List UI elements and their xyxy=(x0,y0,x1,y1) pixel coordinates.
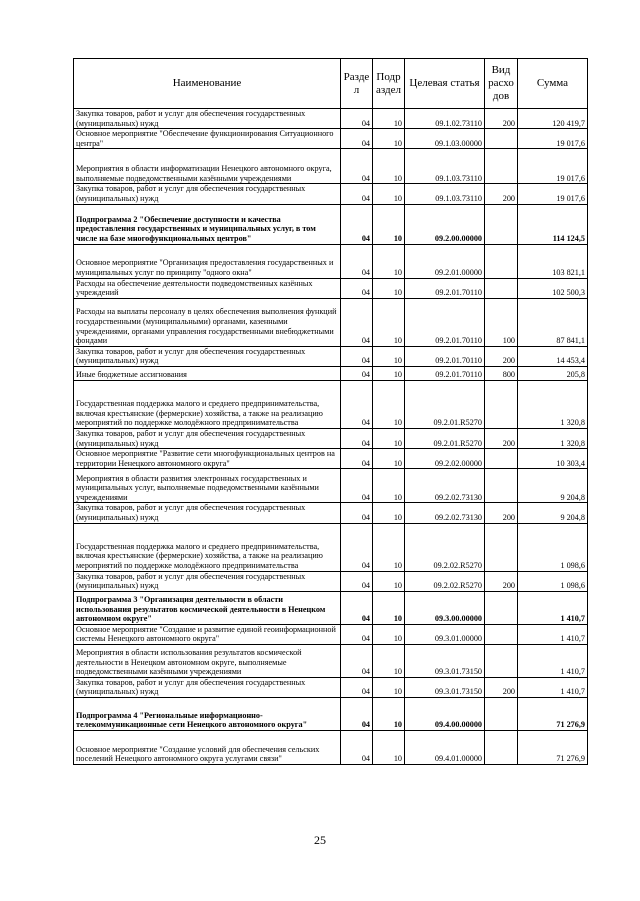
table-row xyxy=(74,677,588,697)
row-podrazdel: 10 xyxy=(373,109,405,129)
row-razdel: 04 xyxy=(341,428,373,448)
row-vid: 200 xyxy=(485,571,518,591)
row-sum: 19 017,6 xyxy=(518,184,588,204)
row-article: 09.2.01.70110 xyxy=(405,278,485,298)
row-name: Подпрограмма 3 "Организация деятельности в области использования результатов космической деятельности в Ненецком автономном округе" xyxy=(74,591,341,624)
row-name: Мероприятия в области информатизации Ненецкого автономного округа, выполняемые подведомственными казёнными учреждениями xyxy=(74,149,341,184)
row-razdel: 04 xyxy=(341,624,373,644)
row-sum: 19 017,6 xyxy=(518,149,588,184)
row-sum: 1 320,8 xyxy=(518,428,588,448)
row-sum: 1 410,7 xyxy=(518,644,588,677)
row-article: 09.2.01.70110 xyxy=(405,298,485,346)
table-row xyxy=(74,591,588,624)
row-sum: 87 841,1 xyxy=(518,298,588,346)
row-podrazdel: 10 xyxy=(373,698,405,731)
row-razdel: 04 xyxy=(341,278,373,298)
row-podrazdel: 10 xyxy=(373,469,405,503)
row-name: Расходы на выплаты персоналу в целях обеспечения выполнения функций государственными (муниципальными) органами, казенными учреждениями, органами управления государственными внебюджетными фондами xyxy=(74,298,341,346)
row-name: Государственная поддержка малого и среднего предпринимательства, включая крестьянские (фермерские) хозяйства, а также на реализацию мероприятий по поддержке молодёжного предпринимательства xyxy=(74,523,341,571)
row-razdel: 04 xyxy=(341,523,373,571)
table-row xyxy=(74,469,588,503)
row-name: Основное мероприятие "Развитие сети многофункциональных центров на территории Ненецкого автономного округа" xyxy=(74,449,341,469)
row-name: Расходы на обеспечение деятельности подведомственных казённых учреждений xyxy=(74,278,341,298)
row-article: 09.3.00.00000 xyxy=(405,591,485,624)
row-podrazdel: 10 xyxy=(373,129,405,149)
row-podrazdel: 10 xyxy=(373,298,405,346)
row-article: 09.2.02.73130 xyxy=(405,469,485,503)
row-name: Закупка товаров, работ и услуг для обеспечения государственных (муниципальных) нужд xyxy=(74,503,341,523)
row-article: 09.4.00.00000 xyxy=(405,698,485,731)
row-podrazdel: 10 xyxy=(373,624,405,644)
page-number: 25 xyxy=(314,833,326,847)
row-vid: 200 xyxy=(485,677,518,697)
row-name: Иные бюджетные ассигнования xyxy=(74,366,341,380)
row-article: 09.2.01.00000 xyxy=(405,244,485,278)
row-vid xyxy=(485,469,518,503)
row-article: 09.2.01.R5270 xyxy=(405,428,485,448)
budget-table xyxy=(73,58,588,765)
row-podrazdel: 10 xyxy=(373,149,405,184)
table-row xyxy=(74,298,588,346)
row-vid xyxy=(485,698,518,731)
row-sum: 120 419,7 xyxy=(518,109,588,129)
row-sum: 102 500,3 xyxy=(518,278,588,298)
row-vid: 200 xyxy=(485,184,518,204)
row-article: 09.1.03.73110 xyxy=(405,149,485,184)
row-podrazdel: 10 xyxy=(373,503,405,523)
table-row xyxy=(74,184,588,204)
row-podrazdel: 10 xyxy=(373,591,405,624)
row-name: Закупка товаров, работ и услуг для обеспечения государственных (муниципальных) нужд xyxy=(74,109,341,129)
row-podrazdel: 10 xyxy=(373,571,405,591)
row-vid xyxy=(485,278,518,298)
row-name: Подпрограмма 4 "Региональные информационно-телекоммуникационные сети Ненецкого автономного округа" xyxy=(74,698,341,731)
row-name: Основное мероприятие "Организация предоставления государственных и муниципальных услуг по принципу "одного окна" xyxy=(74,244,341,278)
row-podrazdel: 10 xyxy=(373,244,405,278)
table-row xyxy=(74,449,588,469)
row-article: 09.2.00.00000 xyxy=(405,204,485,244)
table-row xyxy=(74,698,588,731)
row-sum: 10 303,4 xyxy=(518,449,588,469)
table-header-row xyxy=(74,59,588,109)
row-razdel: 04 xyxy=(341,469,373,503)
row-vid xyxy=(485,591,518,624)
row-vid: 800 xyxy=(485,366,518,380)
row-sum: 103 821,1 xyxy=(518,244,588,278)
row-vid: 200 xyxy=(485,428,518,448)
row-article: 09.2.01.R5270 xyxy=(405,380,485,428)
row-razdel: 04 xyxy=(341,698,373,731)
row-vid xyxy=(485,380,518,428)
row-article: 09.3.01.73150 xyxy=(405,677,485,697)
table-row xyxy=(74,204,588,244)
table-row xyxy=(74,624,588,644)
table-row xyxy=(74,571,588,591)
row-razdel: 04 xyxy=(341,298,373,346)
row-article: 09.3.01.73150 xyxy=(405,644,485,677)
row-article: 09.4.01.00000 xyxy=(405,731,485,765)
row-razdel: 04 xyxy=(341,204,373,244)
row-article: 09.2.02.R5270 xyxy=(405,523,485,571)
row-article: 09.1.03.73110 xyxy=(405,184,485,204)
row-razdel: 04 xyxy=(341,571,373,591)
row-razdel: 04 xyxy=(341,149,373,184)
row-sum: 1 410,7 xyxy=(518,624,588,644)
row-razdel: 04 xyxy=(341,366,373,380)
row-podrazdel: 10 xyxy=(373,523,405,571)
row-name: Основное мероприятие "Обеспечение функционирования Ситуационного центра" xyxy=(74,129,341,149)
row-razdel: 04 xyxy=(341,591,373,624)
row-razdel: 04 xyxy=(341,109,373,129)
row-razdel: 04 xyxy=(341,184,373,204)
header-vid: Вид расхо дов xyxy=(485,59,518,109)
row-sum: 1 098,6 xyxy=(518,571,588,591)
row-vid: 200 xyxy=(485,503,518,523)
table-row xyxy=(74,366,588,380)
table-row xyxy=(74,644,588,677)
row-sum: 9 204,8 xyxy=(518,469,588,503)
row-name: Закупка товаров, работ и услуг для обеспечения государственных (муниципальных) нужд xyxy=(74,346,341,366)
table-row xyxy=(74,109,588,129)
header-razdel: Разде л xyxy=(341,59,373,109)
table-row xyxy=(74,278,588,298)
table-row xyxy=(74,428,588,448)
row-podrazdel: 10 xyxy=(373,346,405,366)
row-vid xyxy=(485,644,518,677)
row-name: Мероприятия в области использования результатов космической деятельности в Ненецком автономном округе, выполняемые подведомственными казёнными учреждениями xyxy=(74,644,341,677)
table-row xyxy=(74,380,588,428)
row-article: 09.2.01.70110 xyxy=(405,366,485,380)
table-row xyxy=(74,523,588,571)
header-podrazdel: Подр аздел xyxy=(373,59,405,109)
header-sum: Сумма xyxy=(518,59,588,109)
table-row xyxy=(74,503,588,523)
table-row xyxy=(74,244,588,278)
row-article: 09.1.02.73110 xyxy=(405,109,485,129)
row-sum: 1 410,7 xyxy=(518,677,588,697)
row-article: 09.3.01.00000 xyxy=(405,624,485,644)
row-sum: 1 410,7 xyxy=(518,591,588,624)
row-razdel: 04 xyxy=(341,449,373,469)
row-podrazdel: 10 xyxy=(373,731,405,765)
row-sum: 205,8 xyxy=(518,366,588,380)
row-podrazdel: 10 xyxy=(373,644,405,677)
table-row xyxy=(74,731,588,765)
row-sum: 1 098,6 xyxy=(518,523,588,571)
table-row xyxy=(74,346,588,366)
row-sum: 114 124,5 xyxy=(518,204,588,244)
row-razdel: 04 xyxy=(341,644,373,677)
row-name: Основное мероприятие "Создание условий для обеспечения сельских поселений Ненецкого автономного округа услугами связи" xyxy=(74,731,341,765)
row-razdel: 04 xyxy=(341,380,373,428)
row-vid xyxy=(485,244,518,278)
row-name: Закупка товаров, работ и услуг для обеспечения государственных (муниципальных) нужд xyxy=(74,428,341,448)
row-podrazdel: 10 xyxy=(373,428,405,448)
row-sum: 14 453,4 xyxy=(518,346,588,366)
row-article: 09.1.03.00000 xyxy=(405,129,485,149)
row-podrazdel: 10 xyxy=(373,449,405,469)
header-article: Целевая статья xyxy=(405,59,485,109)
row-razdel: 04 xyxy=(341,731,373,765)
row-podrazdel: 10 xyxy=(373,366,405,380)
row-razdel: 04 xyxy=(341,244,373,278)
row-name: Закупка товаров, работ и услуг для обеспечения государственных (муниципальных) нужд xyxy=(74,677,341,697)
row-vid xyxy=(485,129,518,149)
row-sum: 9 204,8 xyxy=(518,503,588,523)
row-vid xyxy=(485,624,518,644)
row-podrazdel: 10 xyxy=(373,278,405,298)
row-sum: 71 276,9 xyxy=(518,731,588,765)
table-row xyxy=(74,129,588,149)
row-vid xyxy=(485,149,518,184)
row-vid xyxy=(485,204,518,244)
row-podrazdel: 10 xyxy=(373,184,405,204)
table-body xyxy=(74,109,588,765)
row-sum: 71 276,9 xyxy=(518,698,588,731)
row-vid: 200 xyxy=(485,346,518,366)
row-razdel: 04 xyxy=(341,129,373,149)
row-name: Основное мероприятие "Создание и развитие единой геоинформационной системы Ненецкого автономного округа" xyxy=(74,624,341,644)
row-article: 09.2.01.70110 xyxy=(405,346,485,366)
row-sum: 19 017,6 xyxy=(518,129,588,149)
row-name: Государственная поддержка малого и среднего предпринимательства, включая крестьянские (фермерские) хозяйства, а также на реализацию мероприятий по поддержке молодёжного предпринимательства xyxy=(74,380,341,428)
row-article: 09.2.02.00000 xyxy=(405,449,485,469)
row-vid xyxy=(485,731,518,765)
row-name: Мероприятия в области развития электронных государственных и муниципальных услуг, выполняемые подведомственными казёнными учреждениями xyxy=(74,469,341,503)
row-name: Закупка товаров, работ и услуг для обеспечения государственных (муниципальных) нужд xyxy=(74,184,341,204)
row-podrazdel: 10 xyxy=(373,380,405,428)
row-razdel: 04 xyxy=(341,346,373,366)
row-podrazdel: 10 xyxy=(373,204,405,244)
row-sum: 1 320,8 xyxy=(518,380,588,428)
row-vid: 200 xyxy=(485,109,518,129)
header-name: Наименование xyxy=(74,59,341,109)
row-name: Подпрограмма 2 "Обеспечение доступности и качества предоставления государственных и муниципальных услуг, в том числе на базе многофункциональных центров" xyxy=(74,204,341,244)
row-article: 09.2.02.73130 xyxy=(405,503,485,523)
table-row xyxy=(74,149,588,184)
row-razdel: 04 xyxy=(341,677,373,697)
row-vid: 100 xyxy=(485,298,518,346)
row-vid xyxy=(485,449,518,469)
row-razdel: 04 xyxy=(341,503,373,523)
row-vid xyxy=(485,523,518,571)
row-podrazdel: 10 xyxy=(373,677,405,697)
row-name: Закупка товаров, работ и услуг для обеспечения государственных (муниципальных) нужд xyxy=(74,571,341,591)
row-article: 09.2.02.R5270 xyxy=(405,571,485,591)
